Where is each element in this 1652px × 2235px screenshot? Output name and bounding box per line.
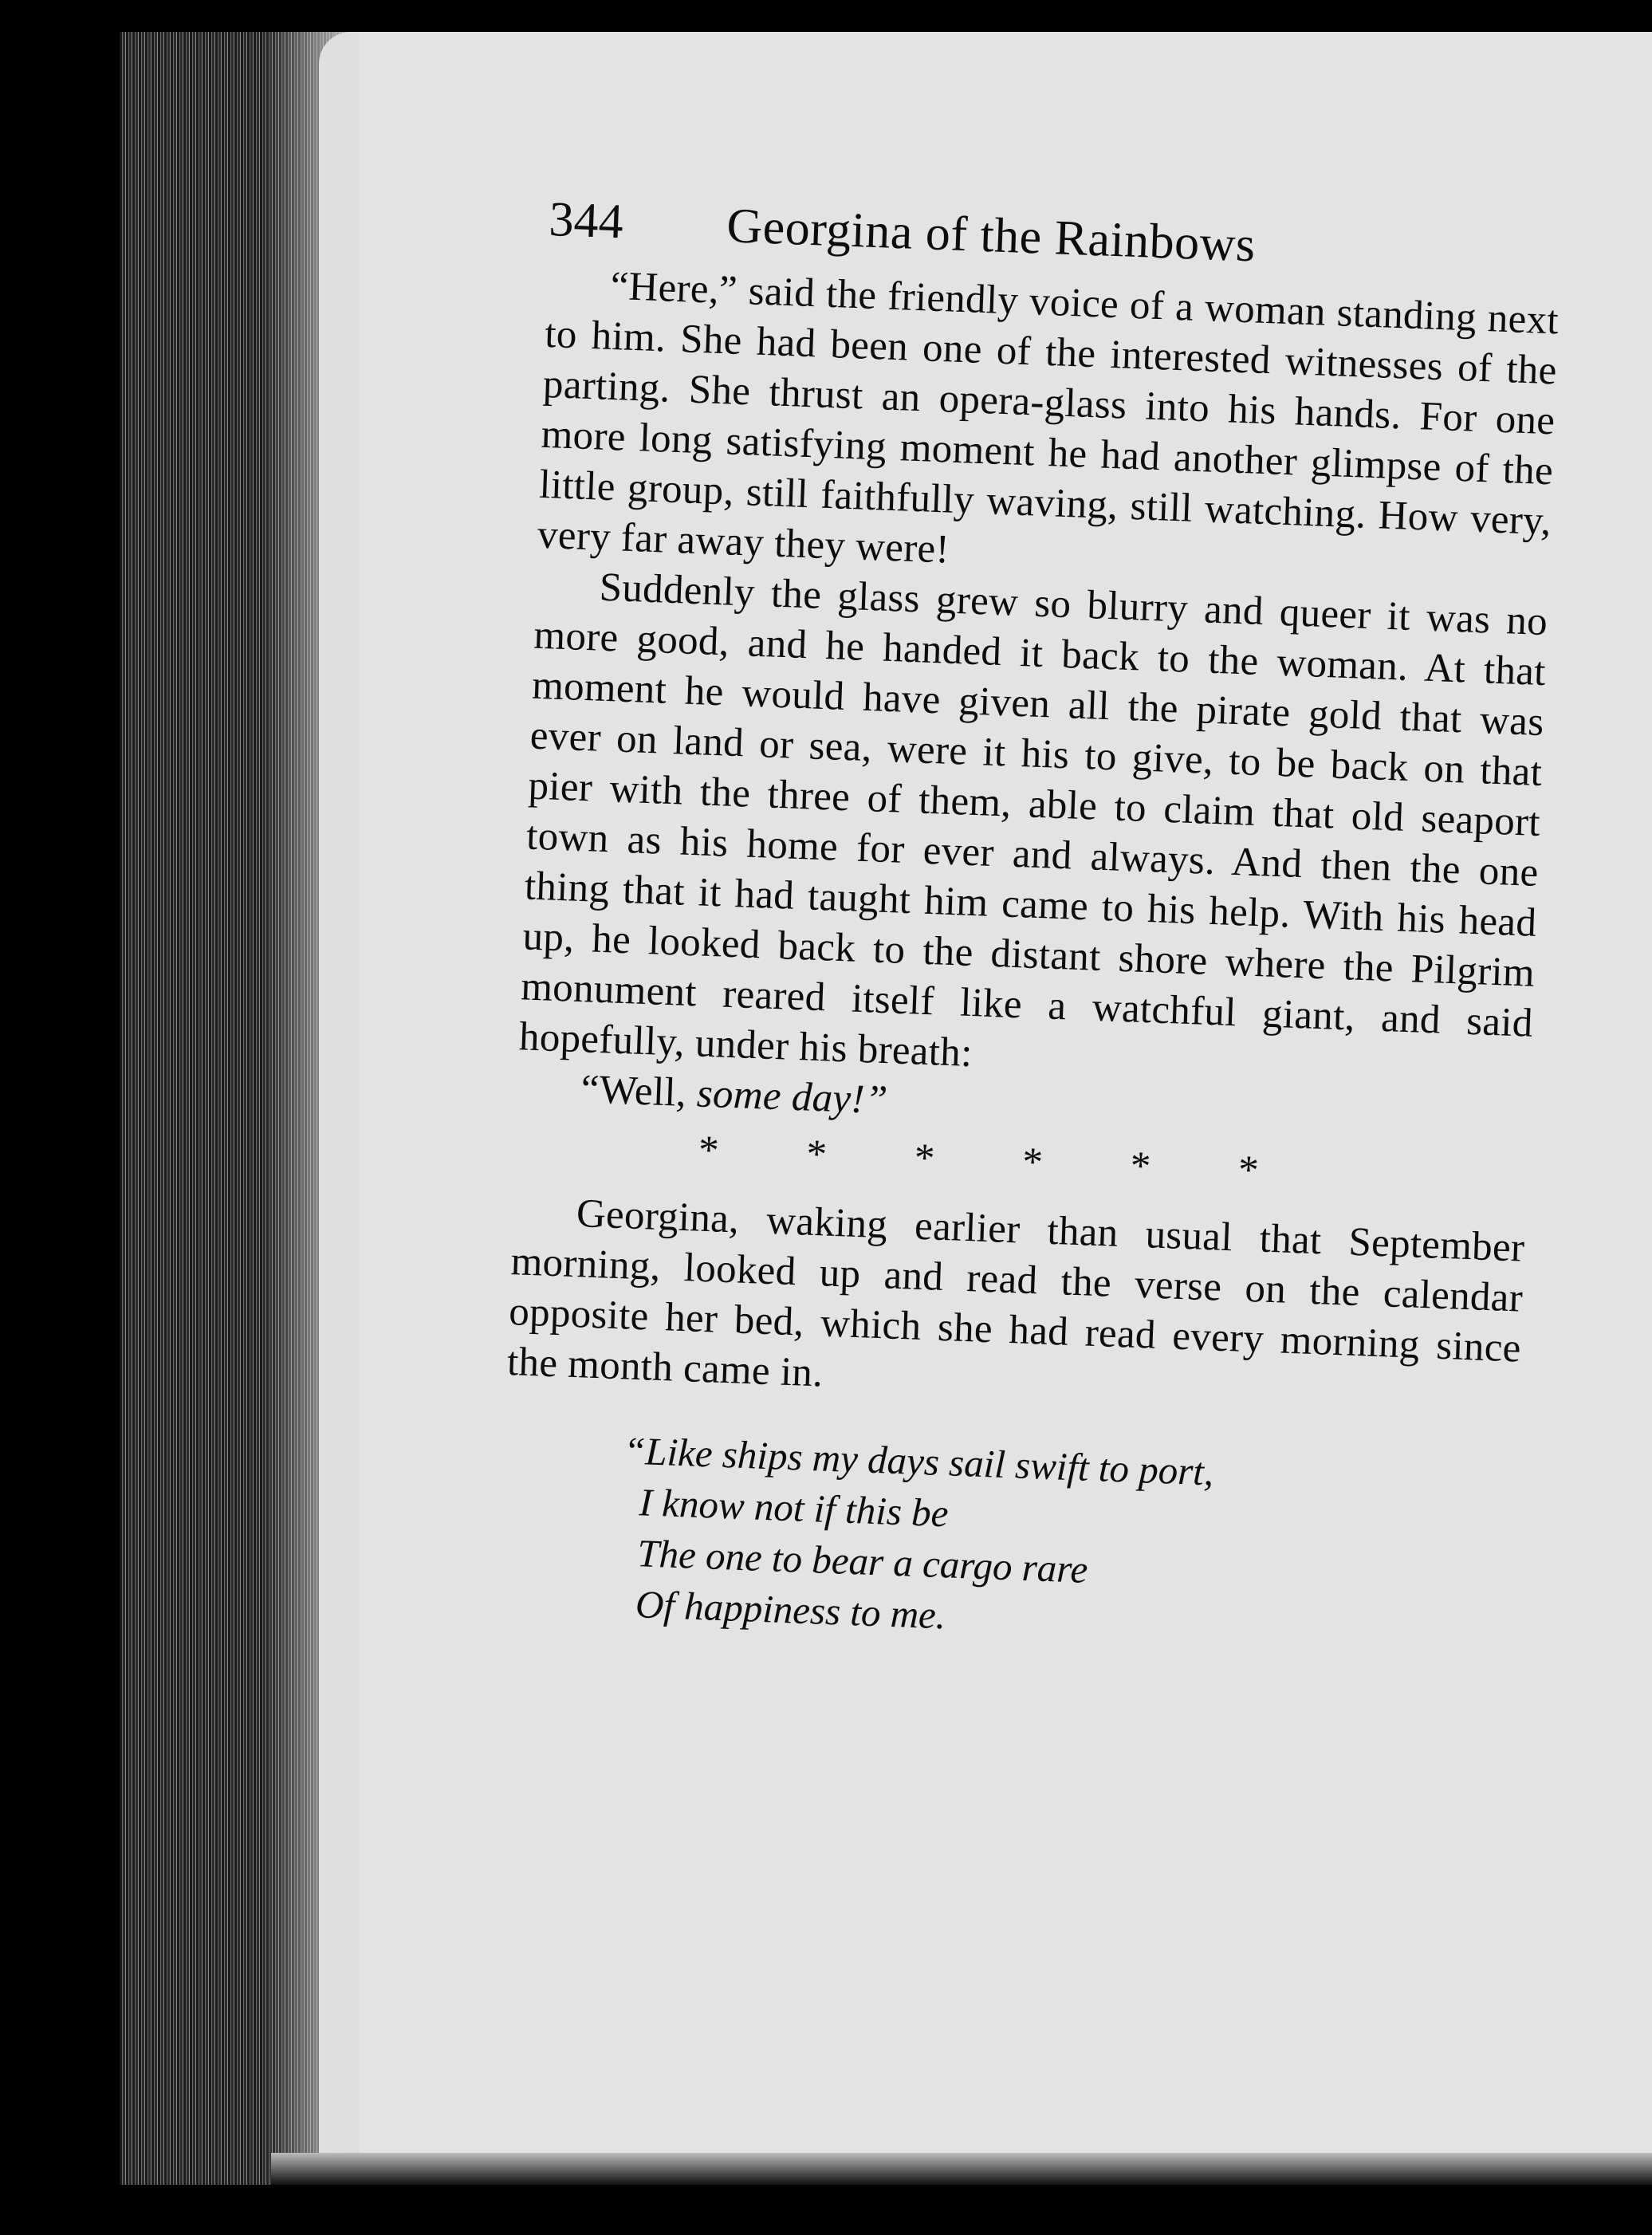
verse-block [498,1421,1517,1662]
page-gutter-shadow [263,32,359,2185]
paragraph-1: “Here,” said the friendly voice of a woman standing next to him. She had been one of the interested witnesses of the parting. She thrust an opera-glass into his hands. For one more long satisfying moment he had another glimpse of the little group, still faithfully waving, still watching. How very, very far away they were! [537,263,1560,573]
page-number: 344 [548,191,624,250]
verse-line-1: “Like ships my days sail swift to port, [623,1428,1215,1494]
section-separator: ****** [698,1127,1347,1197]
running-title: Georgina of the Rainbows [726,199,1257,273]
page-bottom-edge [271,2153,1652,2185]
paragraph-3-prefix: “Well, [580,1067,698,1116]
page-text-block [498,191,1562,1662]
verse-line-4: Of happiness to me. [635,1582,947,1638]
verse-line-3: The one to bear a cargo rare [636,1531,1089,1592]
verse-line-2: I know not if this be [638,1480,950,1536]
paragraph-3-italic: some day!” [695,1071,889,1123]
paragraph-2: Suddenly the glass grew so blurry and queer it was no more good, and he handed it back to the woman. At that moment he would have given all the pirate gold that was ever on land or sea, were it his to give, to be back on that pier with the three of them, able to claim that old seaport town as his home for ever and always. And then the one thing that it had taught him came to his help. With his head up, he looked back to the distant shore where the Pilgrim monument reared itself like a watchful giant, and said hopefully, under his breath: [518,565,1549,1076]
paragraph-4: Georgina, waking earlier than usual that September morning, looked up and read the verse on the calendar opposite her bed, which she had read every morning since the month came in. [506,1191,1526,1396]
